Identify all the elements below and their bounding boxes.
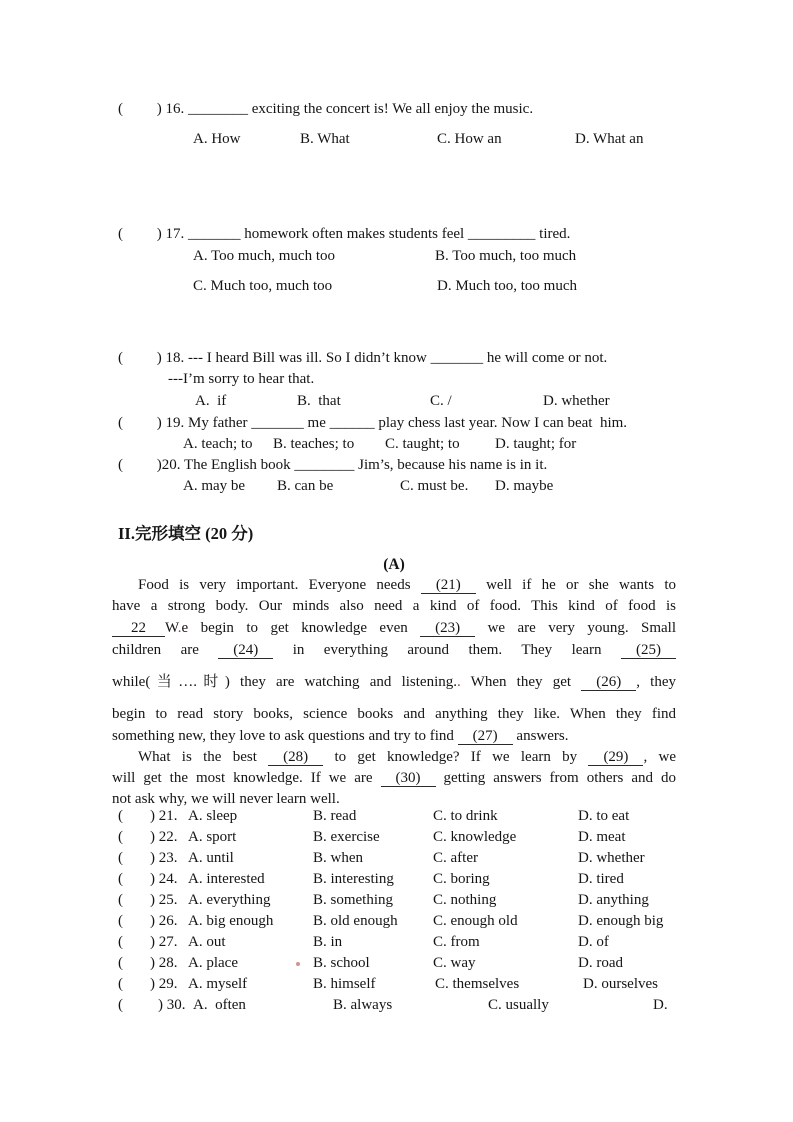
- question-18-option-a: A. if: [195, 393, 227, 409]
- question-17-option-a: A. Too much, much too: [193, 248, 335, 264]
- question-19-option-a: A. teach; to: [183, 436, 253, 452]
- passage-text: Food is very important. Everyone needs: [138, 577, 421, 593]
- passage-line-8: [112, 749, 676, 766]
- question-29-option-b: B. himself: [313, 976, 376, 992]
- question-20-option-a: A. may be: [183, 478, 246, 494]
- stray-mark: .: [457, 674, 461, 690]
- paren-mark: (: [118, 850, 123, 866]
- question-24-option-d: D. tired: [578, 871, 624, 887]
- question-23-option-b: B. when: [313, 850, 363, 866]
- question-28-option-c: C. way: [433, 955, 476, 971]
- question-22-option-a: A. sport: [188, 829, 237, 845]
- question-19-option-c: C. taught; to: [385, 436, 460, 452]
- question-19-option-d: D. taught; for: [495, 436, 577, 452]
- section-2-header: II.完形填空 (20 分): [118, 524, 254, 543]
- question-17-options-ab: [118, 248, 758, 267]
- question-18-line1: ( ) 18. --- I heard Bill was ill. So I didn’t know _______ he will come or not.: [118, 350, 608, 366]
- question-number: ) 24.: [150, 871, 178, 887]
- passage-text: e begin to get knowledge even: [181, 620, 421, 636]
- cloze-question-24-row: [118, 871, 758, 890]
- question-27-option-d: D. of: [578, 934, 609, 950]
- question-19-option-b: B. teaches; to: [273, 436, 355, 452]
- question-number: ) 26.: [150, 913, 178, 929]
- question-21-option-d: D. to eat: [578, 808, 630, 824]
- passage-text: we are very young. Small: [475, 620, 676, 636]
- question-21-option-a: A. sleep: [188, 808, 238, 824]
- question-16-option-c: C. How an: [437, 131, 502, 147]
- question-18-option-d: D. whether: [543, 393, 610, 409]
- stray-mark: .: [177, 620, 182, 636]
- question-16-line: ( ) 16. ________ exciting the concert is! We all enjoy the music.: [118, 101, 534, 117]
- passage-line-6: [112, 706, 676, 723]
- question-25-option-d: D. anything: [578, 892, 649, 908]
- cloze-blank-30: (30): [381, 770, 436, 787]
- question-20-option-d: D. maybe: [495, 478, 554, 494]
- question-17-options-cd: [118, 278, 758, 297]
- question-30-option-a: A. often: [193, 997, 246, 1013]
- question-21-option-b: B. read: [313, 808, 357, 824]
- question-18-options: [118, 393, 758, 412]
- passage-text: to get knowledge? If we learn by: [323, 749, 589, 765]
- passage-label: (A): [383, 556, 405, 573]
- cloze-blank-21: (21): [421, 577, 476, 594]
- question-26-option-a: A. big enough: [188, 913, 274, 929]
- question-28-option-b: B. school: [313, 955, 370, 971]
- question-24-option-c: C. boring: [433, 871, 490, 887]
- question-26-option-c: C. enough old: [433, 913, 518, 929]
- passage-text: What is the best: [138, 749, 269, 765]
- question-19-line: ( ) 19. My father _______ me ______ play chess last year. Now I can beat him.: [118, 415, 628, 431]
- passage-text: W: [165, 620, 178, 636]
- question-30-option-c: C. usually: [488, 997, 549, 1013]
- passage-text: When they get: [460, 674, 582, 690]
- question-number: ) 25.: [150, 892, 178, 908]
- question-20-line: ( )20. The English book ________ Jim’s, because his name is in it.: [118, 457, 548, 473]
- paren-mark: (: [118, 934, 123, 950]
- cloze-blank-23: (23): [420, 620, 475, 637]
- question-16-option-b: B. What: [300, 131, 350, 147]
- question-17-option-b: B. Too much, too much: [435, 248, 577, 264]
- cloze-question-25-row: [118, 892, 758, 911]
- question-25-option-c: C. nothing: [433, 892, 497, 908]
- passage-text: children are: [112, 642, 219, 658]
- question-17-line: ( ) 17. _______ homework often makes students feel _________ tired.: [118, 226, 571, 242]
- question-29-option-a: A. myself: [188, 976, 248, 992]
- passage-text: while(当….时) they are watching and listening.: [112, 674, 457, 690]
- question-28-option-d: D. road: [578, 955, 623, 971]
- cloze-question-27-row: [118, 934, 758, 953]
- question-20-options: [118, 478, 758, 497]
- passage-line-9: [112, 770, 676, 787]
- question-number: ) 30.: [158, 997, 186, 1013]
- question-23-option-a: A. until: [188, 850, 234, 866]
- cloze-question-23-row: [118, 850, 758, 869]
- passage-line-1: [112, 577, 676, 594]
- cloze-question-29-row: [118, 976, 758, 995]
- cloze-question-26-row: [118, 913, 758, 932]
- question-25-option-b: B. something: [313, 892, 394, 908]
- cloze-blank-29: (29): [588, 749, 643, 766]
- cloze-blank-28: (28): [268, 749, 323, 766]
- question-26-option-b: B. old enough: [313, 913, 398, 929]
- question-16-option-a: A. How: [193, 131, 241, 147]
- question-number: ) 27.: [150, 934, 178, 950]
- question-23-option-c: C. after: [433, 850, 478, 866]
- passage-text: not ask why, we will never learn well.: [112, 791, 340, 807]
- passage-line-3: [112, 620, 676, 637]
- question-16-option-d: D. What an: [575, 131, 644, 147]
- cloze-blank-24: (24): [218, 642, 273, 659]
- question-24-option-b: B. interesting: [313, 871, 394, 887]
- question-30-option-b: B. always: [333, 997, 393, 1013]
- question-27-option-b: B. in: [313, 934, 343, 950]
- passage-text: answers.: [512, 728, 569, 744]
- passage-text: will get the most knowledge. If we are: [112, 770, 381, 786]
- question-28-option-a: A. place: [188, 955, 238, 971]
- question-number: ) 23.: [150, 850, 178, 866]
- question-19-options: [118, 436, 758, 455]
- paren-mark: (: [118, 871, 123, 887]
- question-25-option-a: A. everything: [188, 892, 271, 908]
- question-number: ) 22.: [150, 829, 178, 845]
- passage-text: something new, they love to ask questions and try to find: [112, 728, 458, 744]
- question-26-option-d: D. enough big: [578, 913, 664, 929]
- question-29-option-d: D. ourselves: [583, 976, 658, 992]
- question-17-option-d: D. Much too, too much: [437, 278, 577, 294]
- cloze-question-30-row: [118, 997, 758, 1016]
- cloze-blank-25: (25): [621, 642, 676, 659]
- passage-line-2: [112, 598, 676, 615]
- passage-line-4: [112, 642, 676, 659]
- question-22-option-b: B. exercise: [313, 829, 380, 845]
- question-22-option-c: C. knowledge: [433, 829, 517, 845]
- question-20-option-c: C. must be.: [400, 478, 469, 494]
- passage-line-5: [112, 674, 676, 691]
- passage-text: begin to read story books, science books and anything they like. When they find: [112, 706, 676, 722]
- question-23-option-d: D. whether: [578, 850, 645, 866]
- cloze-question-22-row: [118, 829, 758, 848]
- paren-mark: (: [118, 976, 123, 992]
- question-24-option-a: A. interested: [188, 871, 265, 887]
- question-16-options: [118, 131, 758, 150]
- question-21-option-c: C. to drink: [433, 808, 498, 824]
- cloze-blank-27: (27): [458, 728, 513, 745]
- cloze-question-28-row: [118, 955, 758, 974]
- question-20-option-b: B. can be: [277, 478, 334, 494]
- cloze-blank-22: 22: [112, 620, 165, 637]
- question-27-option-c: C. from: [433, 934, 480, 950]
- passage-text: , we: [643, 749, 676, 765]
- cloze-blank-26: (26): [581, 674, 636, 691]
- paren-mark: (: [118, 892, 123, 908]
- paren-mark: (: [118, 997, 123, 1013]
- passage-text: , they: [636, 674, 676, 690]
- passage-text: well if he or she wants to: [475, 577, 676, 593]
- passage-line-10: [112, 791, 676, 808]
- paren-mark: (: [118, 829, 123, 845]
- passage-text: getting answers from others and do: [435, 770, 677, 786]
- question-30-option-d: D.: [653, 997, 668, 1013]
- paren-mark: (: [118, 955, 123, 971]
- question-18-option-b: B. that: [297, 393, 341, 409]
- paren-mark: (: [118, 808, 123, 824]
- passage-line-7: [112, 728, 676, 745]
- question-number: ) 29.: [150, 976, 178, 992]
- question-27-option-a: A. out: [188, 934, 226, 950]
- question-29-option-c: C. themselves: [435, 976, 520, 992]
- passage-text: have a strong body. Our minds also need a kind of food. This kind of food is: [112, 598, 676, 614]
- cloze-question-21-row: [118, 808, 758, 827]
- question-18-option-c: C. /: [430, 393, 452, 409]
- paren-mark: (: [118, 913, 123, 929]
- question-22-option-d: D. meat: [578, 829, 626, 845]
- passage-text: in everything around them. They learn: [273, 642, 621, 658]
- question-number: ) 21.: [150, 808, 178, 824]
- question-18-line2: ---I’m sorry to hear that.: [168, 371, 315, 387]
- question-number: ) 28.: [150, 955, 178, 971]
- question-17-option-c: C. Much too, much too: [193, 278, 333, 294]
- stray-ink-dot: [296, 962, 300, 966]
